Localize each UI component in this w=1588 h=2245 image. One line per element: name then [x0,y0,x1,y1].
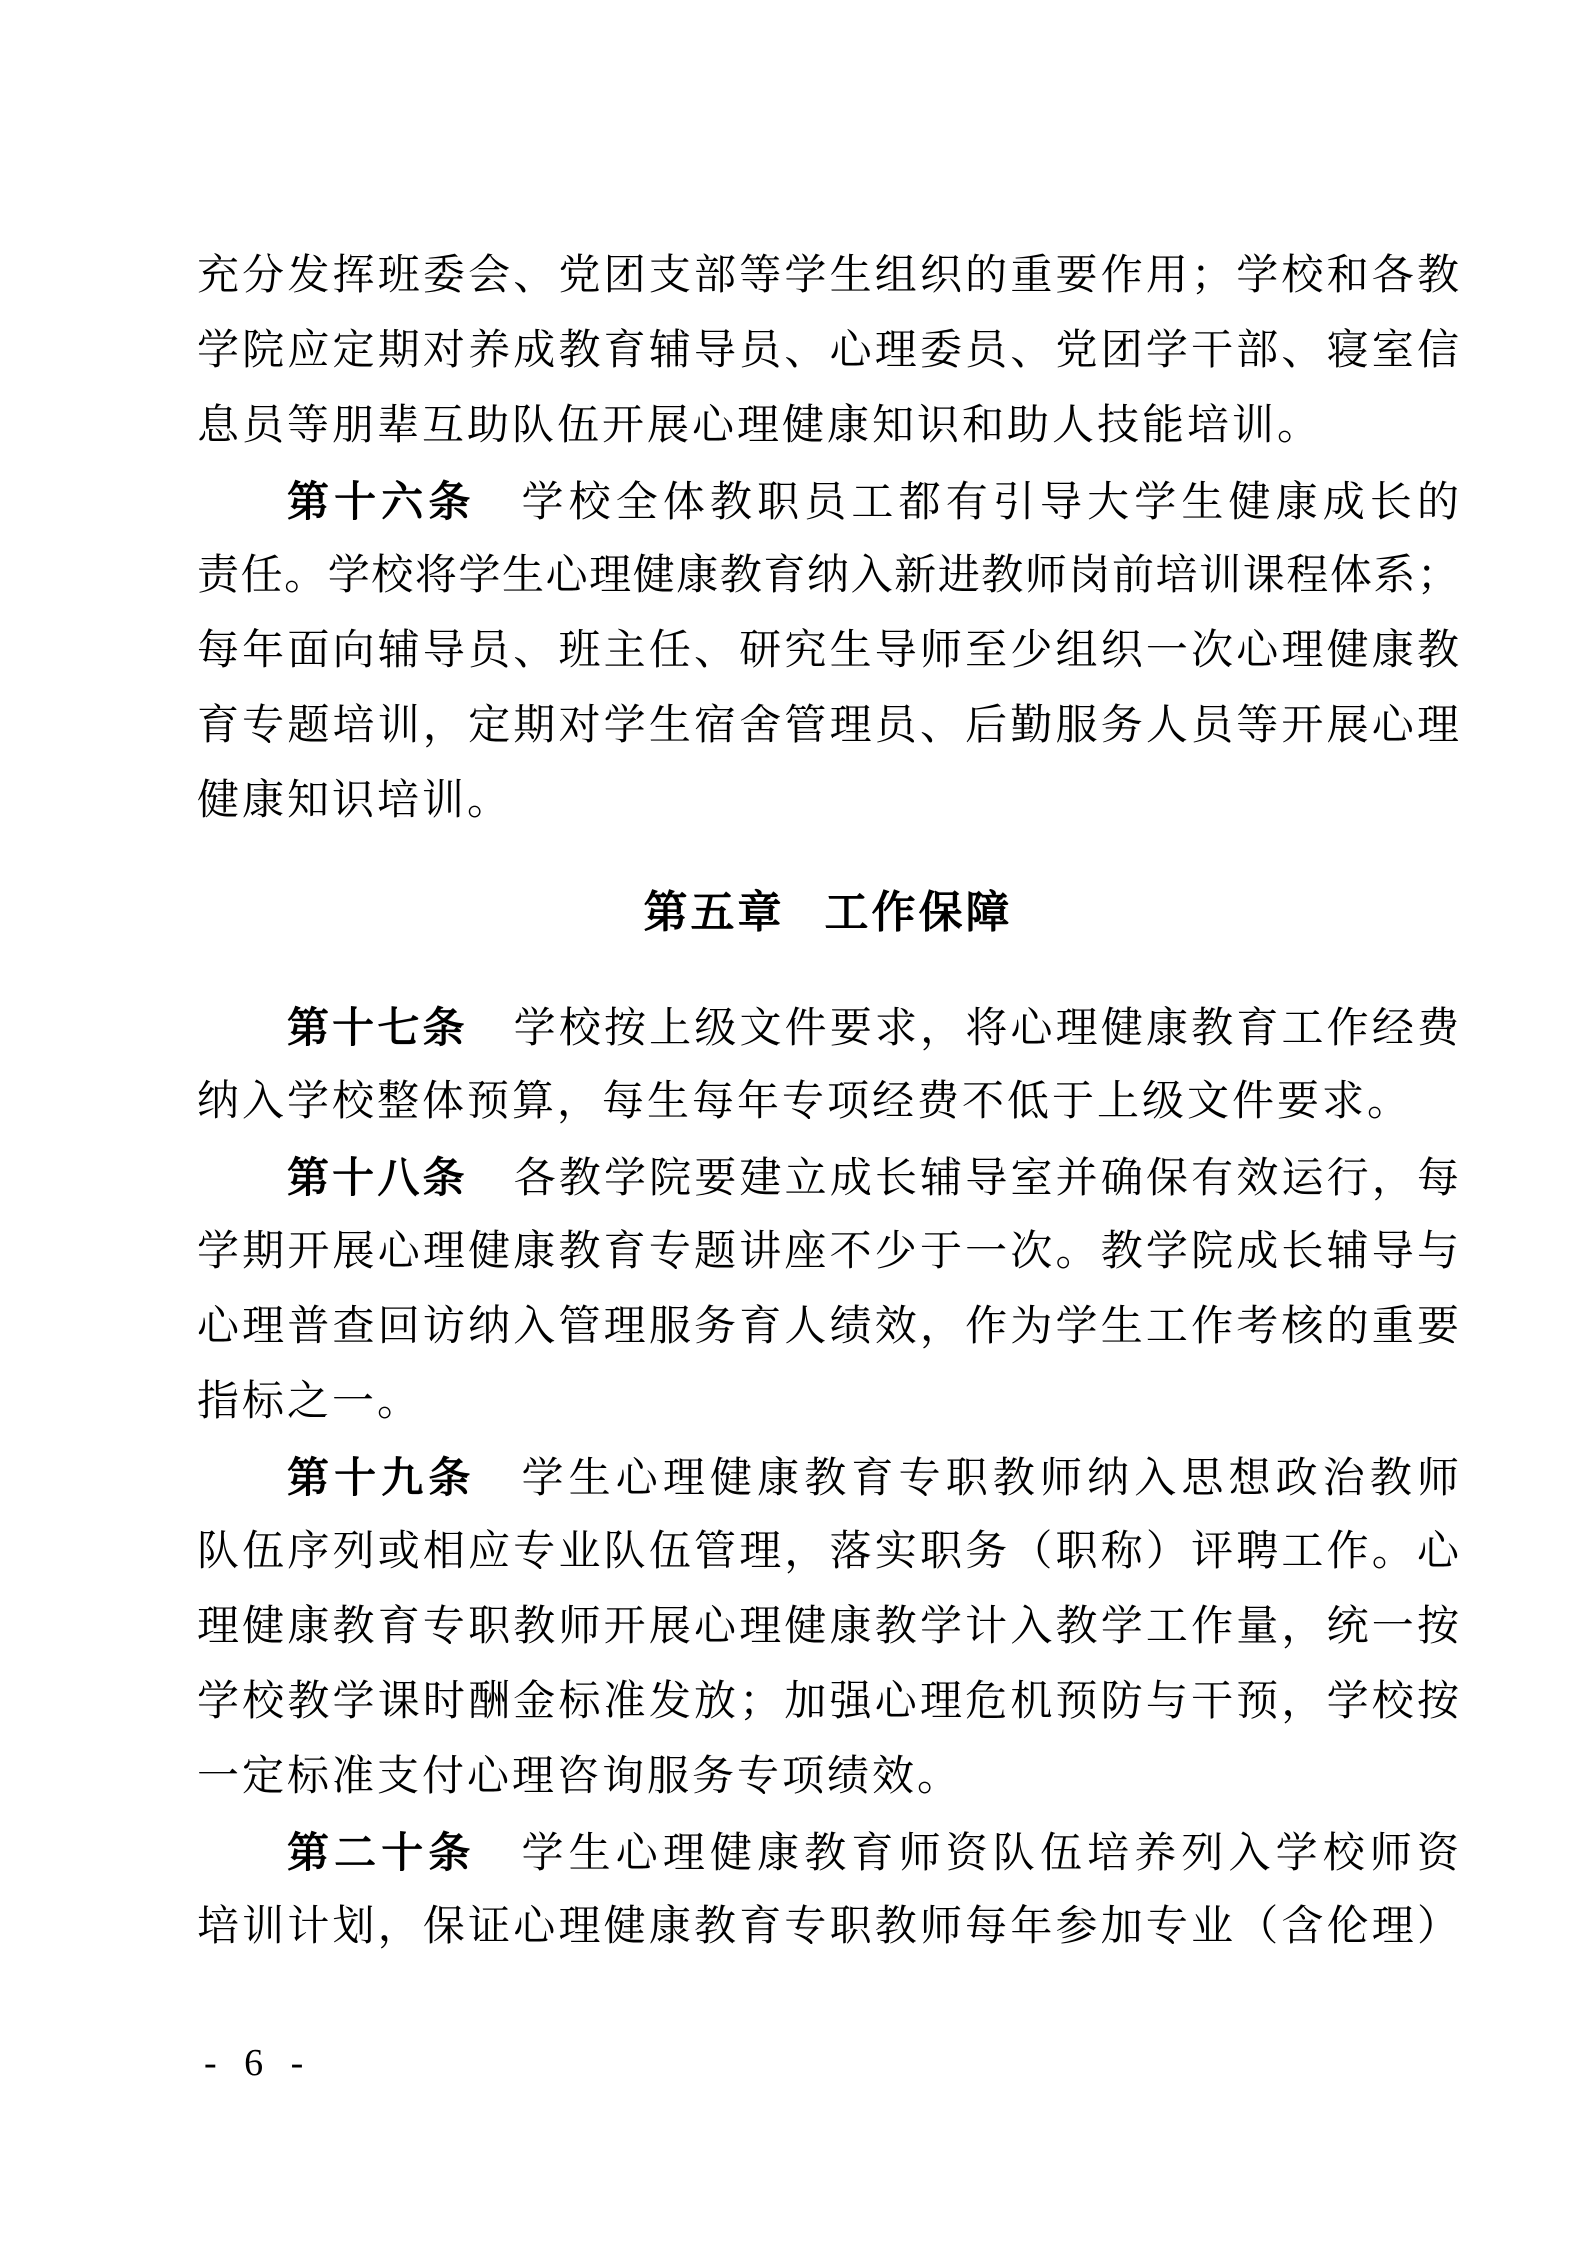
text-line: 指标之一。 [197,1379,423,1425]
article-text: 学生心理健康教育专职教师纳入思想政治教师 [521,1456,1459,1502]
paragraph-article-19 [197,1440,1459,1815]
text-line: 理健康教育专职教师开展心理健康教学计入教学工作量，统一按 [197,1604,1459,1650]
text-line [197,1815,1459,1890]
text-line: 学期开展心理健康教育专题讲座不少于一次。教学院成长辅导与 [197,1229,1459,1275]
text-line: 纳入学校整体预算，每生每年专项经费不低于上级文件要求。 [197,1079,1413,1125]
text-line: 队伍序列或相应专业队伍管理，落实职务（职称）评聘工作。心 [197,1529,1459,1575]
text-line: 息员等朋辈互助队伍开展心理健康知识和助人技能培训。 [197,403,1323,449]
article-text: 各教学院要建立成长辅导室并确保有效运行，每 [513,1156,1459,1202]
text-line: 责任。学校将学生心理健康教育纳入新进教师岗前培训课程体系； [197,553,1459,599]
article-text: 学校按上级文件要求，将心理健康教育工作经费 [513,1006,1459,1052]
text-line [197,990,1459,1065]
article-number: 第十八条 [287,1154,468,1201]
text-line [197,1440,1459,1515]
paragraph-article-17 [197,990,1459,1140]
text-line: 心理普查回访纳入管理服务育人绩效，作为学生工作考核的重要 [197,1304,1459,1350]
text-line: 每年面向辅导员、班主任、研究生导师至少组织一次心理健康教 [197,628,1459,674]
article-number: 第十六条 [287,478,476,525]
document-body [197,239,1459,1965]
text-line: 育专题培训，定期对学生宿舍管理员、后勤服务人员等开展心理 [197,703,1459,749]
paragraph-article-18 [197,1140,1459,1440]
page-number: - 6 - [204,2042,306,2084]
text-line [197,464,1459,539]
paragraph-article-16 [197,464,1459,839]
article-text: 学校全体教职员工都有引导大学生健康成长的 [521,480,1459,526]
text-line: 培训计划，保证心理健康教育专职教师每年参加专业（含伦理） [197,1904,1459,1950]
text-line: 充分发挥班委会、党团支部等学生组织的重要作用；学校和各教 [197,253,1459,299]
text-line: 健康知识培训。 [197,778,513,824]
paragraph-article-20 [197,1815,1459,1965]
article-number: 第十七条 [287,1004,468,1051]
chapter-title: 工作保障 [824,888,1013,937]
article-text: 学生心理健康教育师资队伍培养列入学校师资 [521,1831,1459,1877]
article-number: 第十九条 [287,1454,476,1501]
chapter-heading [197,875,1459,950]
text-line: 一定标准支付心理咨询服务专项绩效。 [197,1754,963,1800]
paragraph-continuation [197,239,1459,464]
text-line: 学校教学课时酬金标准发放；加强心理危机预防与干预，学校按 [197,1679,1459,1725]
chapter-number: 第五章 [643,888,785,937]
text-line: 学院应定期对养成教育辅导员、心理委员、党团学干部、寝室信 [197,328,1459,374]
article-number: 第二十条 [287,1829,476,1876]
text-line [197,1140,1459,1215]
